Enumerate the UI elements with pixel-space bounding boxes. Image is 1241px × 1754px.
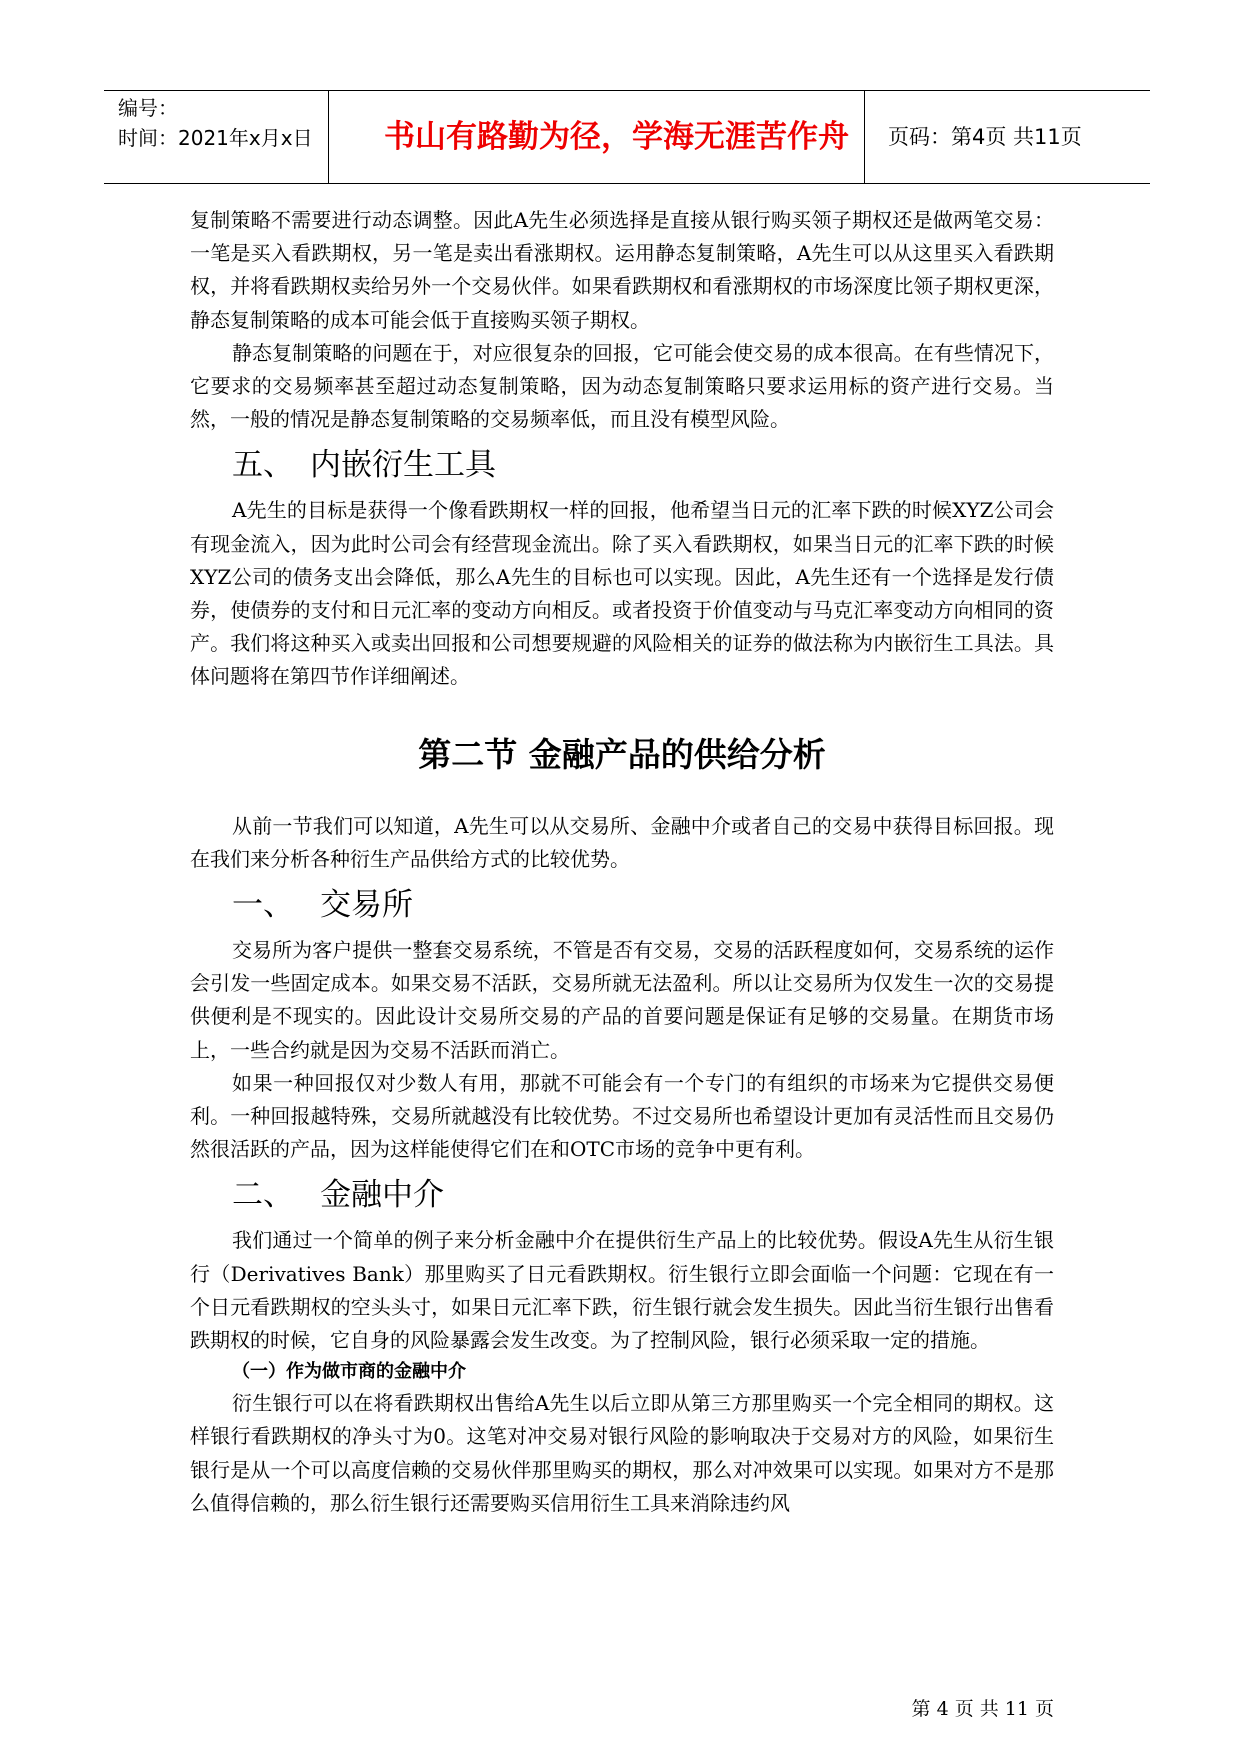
header-divider [864,91,865,183]
doc-time-label: 时间：2021年x月x日 [118,126,313,150]
paragraph: A先生的目标是获得一个像看跌期权一样的回报，他希望当日元的汇率下跌的时候XYZ公司会有现金流入，因为此时公司会有经营现金流出。除了买入看跌期权，如果当日元的汇率下跌的时候XYZ公司的债务支出会降低，那么A先生的目标也可以实现。因此，A先生还有一个选择是发行债券，使债券的支付和日元汇率的变动方向相反。或者投资于价值变动与马克汇率变动方向相同的资产。我们将这种买入或卖出回报和公司想要规避的风险相关的证券的做法称为内嵌衍生工具法。具体问题将在第四节作详细阐述。 [190,498,1054,689]
header-divider [328,91,329,183]
paragraph: 我们通过一个简单的例子来分析金融中介在提供衍生产品上的比较优势。假设A先生从衍生银行（Derivatives Bank）那里购买了日元看跌期权。衍生银行立即会面临一个问题：它现在有一个日元看跌期权的空头头寸，如果日元汇率下跌，衍生银行就会发生损失。因此当衍生银行出售看跌期权的时候，它自身的风险暴露会发生改变。为了控制风险，银行必须采取一定的措施。 [190,1228,1054,1353]
header-meta [118,93,313,153]
heading-title: 金融中介 [320,1177,444,1214]
paragraph: 复制策略不需要进行动态调整。因此A先生必须选择是直接从银行购买领子期权还是做两笔交易：一笔是买入看跌期权，另一笔是卖出看涨期权。运用静态复制策略，A先生可以从这里买入看跌期权，并将看跌期权卖给另外一个交易伙伴。如果看跌期权和看涨期权的市场深度比领子期权更深，静态复制策略的成本可能会低于直接购买领子期权。 [190,208,1054,332]
heading-title: 内嵌衍生工具 [310,447,496,484]
heading-title: 交易所 [320,887,413,924]
document-body [190,204,1054,1520]
doc-number-label: 编号： [118,96,178,120]
page-header [104,90,1150,184]
header-motto: 书山有路勤为径，学海无涯苦作舟 [384,119,849,155]
heading-number: 二、 [232,1177,294,1214]
page-footer: 第 4 页 共 11 页 [911,1698,1054,1720]
heading-number: 一、 [232,887,294,924]
section-title: 第二节 金融产品的供给分析 [418,734,826,774]
header-page-info: 页码：第4页 共11页 [888,125,1082,149]
heading-exchange [190,876,1054,934]
paragraph: 交易所为客户提供一整套交易系统，不管是否有交易，交易的活跃程度如何，交易系统的运作会引发一些固定成本。如果交易不活跃，交易所就无法盈利。所以让交易所为仅发生一次的交易提供便利是不现实的。因此设计交易所交易的产品的首要问题是保证有足够的交易量。在期货市场上，一些合约就是因为交易不活跃而消亡。 [190,938,1054,1062]
subheading-market-maker: （一）作为做市商的金融中介 [232,1361,466,1383]
heading-embedded-derivatives [190,436,1054,494]
heading-number: 五、 [232,447,294,484]
paragraph: 如果一种回报仅对少数人有用，那就不可能会有一个专门的有组织的市场来为它提供交易便利。一种回报越特殊，交易所就越没有比较优势。不过交易所也希望设计更加有灵活性而且交易仍然很活跃的产品，因为这样能使得它们在和OTC市场的竞争中更有利。 [190,1070,1054,1162]
paragraph: 静态复制策略的问题在于，对应很复杂的回报，它可能会使交易的成本很高。在有些情况下，它要求的交易频率甚至超过动态复制策略，因为动态复制策略只要求运用标的资产进行交易。当然，一般的情况是静态复制策略的交易频率低，而且没有模型风险。 [190,340,1054,432]
paragraph: 衍生银行可以在将看跌期权出售给A先生以后立即从第三方那里购买一个完全相同的期权。这样银行看跌期权的净头寸为0。这笔对冲交易对银行风险的影响取决于交易对方的风险，如果衍生银行是从一个可以高度信赖的交易伙伴那里购买的期权，那么对冲效果可以实现。如果对方不是那么值得信赖的，那么衍生银行还需要购买信用衍生工具来消除违约风 [190,1391,1054,1515]
heading-financial-intermediary [190,1166,1054,1224]
paragraph: 从前一节我们可以知道，A先生可以从交易所、金融中介或者自己的交易中获得目标回报。现在我们来分析各种衍生产品供给方式的比较优势。 [190,813,1054,871]
